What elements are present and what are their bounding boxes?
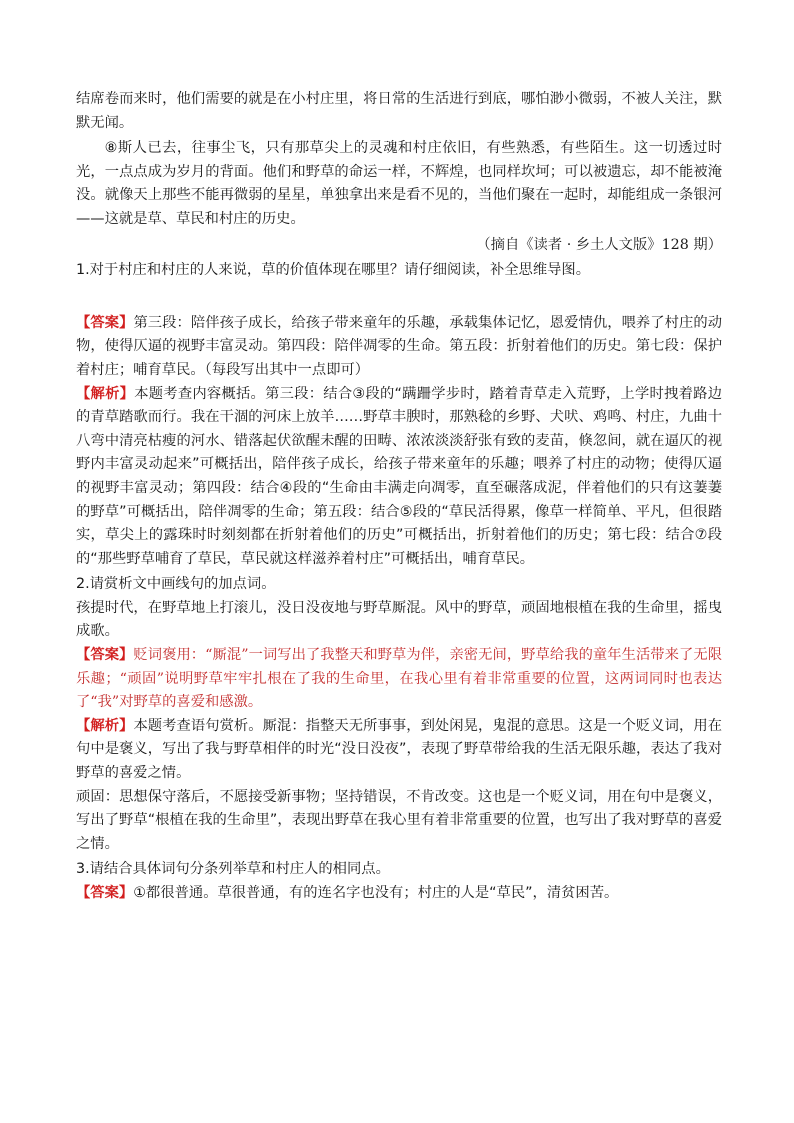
sentence-part: 。风中的野草， bbox=[420, 599, 522, 616]
answer-text: 第三段：陪伴孩子成长，给孩子带来童年的乐趣，承载集体记忆，恩爱情仇，喂养了村庄的动物，使得仄逼的视野丰富灵动。第四段：陪伴凋零的生命。第五段：折射着他们的历史。第七段：保护着村庄；哺育草民。（每段写出其中一点即可） bbox=[76, 314, 723, 378]
answer-tag: 【答案】 bbox=[76, 647, 134, 664]
answer-tag: 【答案】 bbox=[76, 314, 134, 331]
question-2: 2.请赏析文中画线句的加点词。 bbox=[76, 576, 276, 593]
question-3: 3.请结合具体词句分条列举草和村庄人的相同点。 bbox=[76, 861, 390, 878]
analysis-tag: 【解析】 bbox=[76, 385, 135, 402]
analysis-tag: 【解析】 bbox=[76, 717, 134, 734]
article-paragraph-8: ⑧斯人已去，往事尘飞，只有那草尖上的灵魂和村庄依旧，有些熟悉，有些陌生。这一切透过时光，一点点成为岁月的背面。他们和野草的命运一样，不辉煌，也同样坎坷；可以被遗忘，却不能被淹没。就像天上那些不能再微弱的星星，单独拿出来是看不见的，当他们聚在一起时，却能组成一条银河——这就是草、草民和村庄的历史。 bbox=[76, 140, 723, 227]
article-source: （摘自《读者 · 乡土人文版》128 期） bbox=[476, 236, 722, 253]
article-paragraph-tail: 结席卷而来时，他们需要的就是在小村庄里，将日常的生活进行到底，哪怕渺小微弱，不被人关注，默默无闻。 bbox=[76, 91, 722, 131]
question-3-answer bbox=[76, 882, 722, 906]
document-page bbox=[76, 88, 722, 906]
question-1-analysis bbox=[76, 383, 722, 572]
question-2-analysis bbox=[76, 715, 722, 786]
answer-tag: 【答案】 bbox=[76, 885, 134, 901]
answer-text: 贬词褒用：“厮混”一词写出了我整天和野草为伴，亲密无间，野草给我的童年生活带来了无限乐趣；“顽固”说明野草牢牢扎根在了我的生命里，在我心里有着非常重要的位置，这两词同时也表达了“我”对野草的喜爱和感激。 bbox=[76, 647, 723, 711]
question-2-analysis-2: 顽固：思想保守落后，不愿接受新事物；坚持错误，不肯改变。这也是一个贬义词，用在句中是褒义，写出了野草“根植在我的生命里”，表现出野草在我心里有着非常重要的位置，也写出了我对野草的喜爱之情。 bbox=[76, 788, 722, 852]
question-1-answer bbox=[76, 312, 722, 383]
dotted-word-1: 厮混 bbox=[391, 599, 421, 616]
question-2-sentence bbox=[76, 597, 722, 644]
sentence-part: 地根植在我的生命里，摇曳成歌。 bbox=[76, 599, 723, 640]
spacer bbox=[76, 283, 722, 306]
question-1: 1.对于村庄和村庄的人来说，草的价值体现在哪里？请仔细阅读，补全思维导图。 bbox=[76, 262, 591, 279]
analysis-text: 本题考查语句赏析。厮混：指整天无所事事，到处闲晃，鬼混的意思。这是一个贬义词，用在句中是褒义，写出了我与野草相伴的时光“没日没夜”，表现了野草带给我的生活无限乐趣，表达了我对野草的喜爱之情。 bbox=[76, 717, 723, 782]
answer-text: ①都很普通。草很普通，有的连名字也没有；村庄的人是“草民”，清贫困苦。 bbox=[133, 885, 619, 901]
question-2-answer bbox=[76, 644, 722, 715]
sentence-part: 孩提时代，在野草地上打滚儿，没日没夜地与野草 bbox=[76, 599, 392, 616]
analysis-text: 本题考查内容概括。第三段：结合③段的“蹒跚学步时，踏着青草走入荒野，上学时拽着路边的青草踏歌而行。我在干涸的河床上放羊……野草丰腴时，那熟稔的乡野、犬吠、鸡鸣、村庄，九曲十八弯中清亮枯瘦的河水、错落起伏欲醒未醒的田畴、浓浓淡淡舒张有致的麦苗，倏忽间，就在逼仄的视野内丰富灵动起来”可概括出，陪伴孩子成长，给孩子带来童年的乐趣；喂养了村庄的动物；使得仄逼的视野丰富灵动；第四段：结合④段的“生命由丰满走向凋零，直至碾落成泥，伴着他们的只有这萋萋的野草”可概括出，陪伴凋零的生命；第五段：结合⑤段的“草民活得累，像草一样简单、平凡，但很踏实，草尖上的露珠时时刻刻都在折射着他们的历史”可概括出，折射着他们的历史；第七段：结合⑦段的“那些野草哺育了草民，草民就这样滋养着村庄”可概括出，哺育草民。 bbox=[76, 385, 722, 567]
dotted-word-2: 顽固 bbox=[521, 599, 550, 616]
